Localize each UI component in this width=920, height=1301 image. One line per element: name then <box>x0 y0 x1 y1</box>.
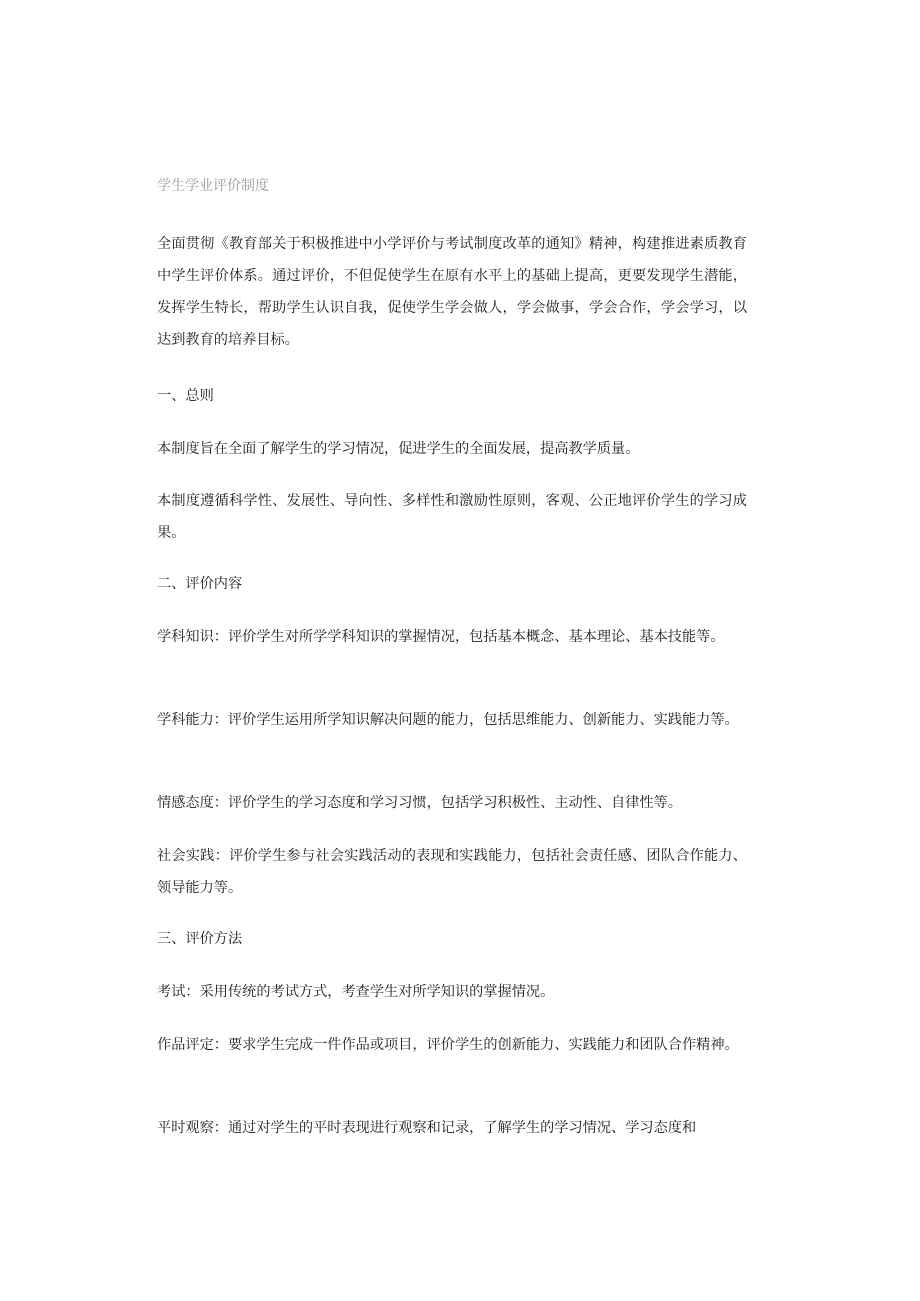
paragraph-social-practice: 社会实践：评价学生参与社会实践活动的表现和实践能力，包括社会责任感、团队合作能力、领导能力等。 <box>157 848 747 896</box>
paragraph-purpose: 本制度旨在全面了解学生的学习情况，促进学生的全面发展，提高教学质量。 <box>157 441 640 457</box>
section-heading-methods: 三、评价方法 <box>157 931 243 947</box>
section-heading-general: 一、总则 <box>157 388 214 404</box>
paragraph-principles: 本制度遵循科学性、发展性、导向性、多样性和激励性原则，客观、公正地评价学生的学习成果。 <box>157 493 747 541</box>
paragraph-subject-knowledge: 学科知识：评价学生对所学学科知识的掌握情况，包括基本概念、基本理论、基本技能等。 <box>157 629 725 645</box>
intro-paragraph: 全面贯彻《教育部关于积极推进中小学评价与考试制度改革的通知》精神，构建推进素质教育中学生评价体系。通过评价，不但促使学生在原有水平上的基础上提高，更要发现学生潜能，发挥学生特长，帮助学生认识自我，促使学生学会做人，学会做事，学会合作，学会学习，以达到教育的培养目标。 <box>157 236 747 348</box>
paragraph-exam: 考试：采用传统的考试方式，考查学生对所学知识的掌握情况。 <box>157 984 555 1000</box>
section-heading-content: 二、评价内容 <box>157 576 243 592</box>
paragraph-daily-observation: 平时观察：通过对学生的平时表现进行观察和记录，了解学生的学习情况、学习态度和 <box>157 1120 697 1136</box>
paragraph-subject-ability: 学科能力：评价学生运用所学知识解决问题的能力，包括思维能力、创新能力、实践能力等。 <box>157 712 739 728</box>
paragraph-work-evaluation: 作品评定：要求学生完成一件作品或项目，评价学生的创新能力、实践能力和团队合作精神。 <box>157 1037 739 1053</box>
document-title: 学生学业评价制度 <box>157 178 269 194</box>
paragraph-attitude: 情感态度：评价学生的学习态度和学习习惯，包括学习积极性、主动性、自律性等。 <box>157 795 682 811</box>
